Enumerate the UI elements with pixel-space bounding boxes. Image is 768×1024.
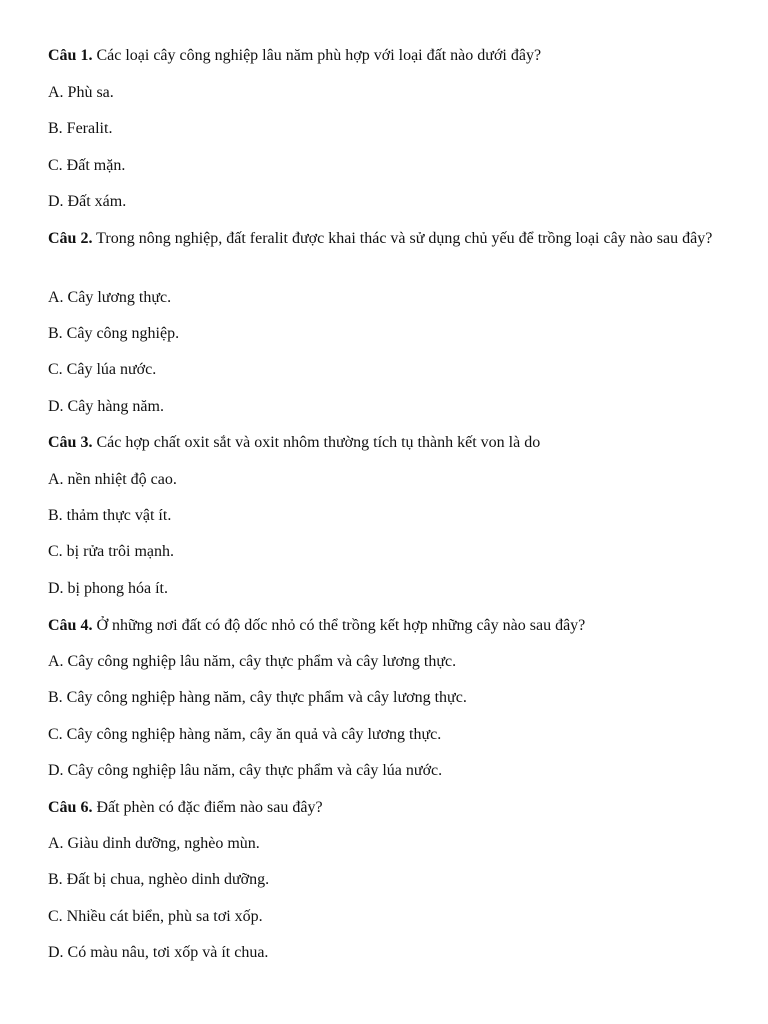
question-2-stem [48, 228, 728, 250]
question-text: Các hợp chất oxit sắt và oxit nhôm thường tích tụ thành kết von là do [92, 434, 541, 451]
question-1-option-d: D. Đất xám. [48, 193, 127, 210]
question-6-option-b: B. Đất bị chua, nghèo dinh dưỡng. [48, 871, 270, 888]
question-2-option-d: D. Cây hàng năm. [48, 398, 164, 415]
question-2-option-c: C. Cây lúa nước. [48, 361, 157, 378]
question-number: Câu 4. [48, 617, 93, 634]
question-text: Đất phèn có đặc điểm nào sau đây? [92, 799, 323, 816]
question-3-stem [48, 432, 728, 454]
question-4-option-b: B. Cây công nghiệp hàng năm, cây thực phẩm và cây lương thực. [48, 689, 467, 706]
question-1-option-c: C. Đất mặn. [48, 157, 126, 174]
question-1-option-a: A. Phù sa. [48, 84, 114, 101]
question-6-stem [48, 797, 728, 819]
question-text: Các loại cây công nghiệp lâu năm phù hợp với loại đất nào dưới đây? [92, 47, 542, 64]
question-3-option-c: C. bị rửa trôi mạnh. [48, 543, 174, 560]
question-4-stem [48, 615, 728, 637]
question-4-option-c: C. Cây công nghiệp hàng năm, cây ăn quả và cây lương thực. [48, 726, 442, 743]
question-1-stem [48, 45, 728, 67]
question-text: Ở những nơi đất có độ dốc nhỏ có thể trồng kết hợp những cây nào sau đây? [92, 617, 586, 634]
question-1-option-b: B. Feralit. [48, 120, 113, 137]
question-3-option-b: B. thảm thực vật ít. [48, 507, 172, 524]
question-text: Trong nông nghiệp, đất feralit được khai thác và sử dụng chủ yếu để trồng loại cây nào sau đây? [92, 230, 713, 247]
question-6-option-c: C. Nhiều cát biển, phù sa tơi xốp. [48, 908, 263, 925]
question-2-option-b: B. Cây công nghiệp. [48, 325, 180, 342]
question-4-option-a: A. Cây công nghiệp lâu năm, cây thực phẩm và cây lương thực. [48, 653, 457, 670]
question-2-option-a: A. Cây lương thực. [48, 289, 172, 306]
question-number: Câu 6. [48, 799, 93, 816]
question-6-option-a: A. Giàu dinh dưỡng, nghèo mùn. [48, 835, 260, 852]
question-number: Câu 1. [48, 47, 93, 64]
question-6-option-d: D. Có màu nâu, tơi xốp và ít chua. [48, 944, 269, 961]
question-3-option-d: D. bị phong hóa ít. [48, 580, 168, 597]
question-3-option-a: A. nền nhiệt độ cao. [48, 471, 177, 488]
question-4-option-d: D. Cây công nghiệp lâu năm, cây thực phẩm và cây lúa nước. [48, 762, 443, 779]
question-number: Câu 2. [48, 230, 93, 247]
question-number: Câu 3. [48, 434, 93, 451]
